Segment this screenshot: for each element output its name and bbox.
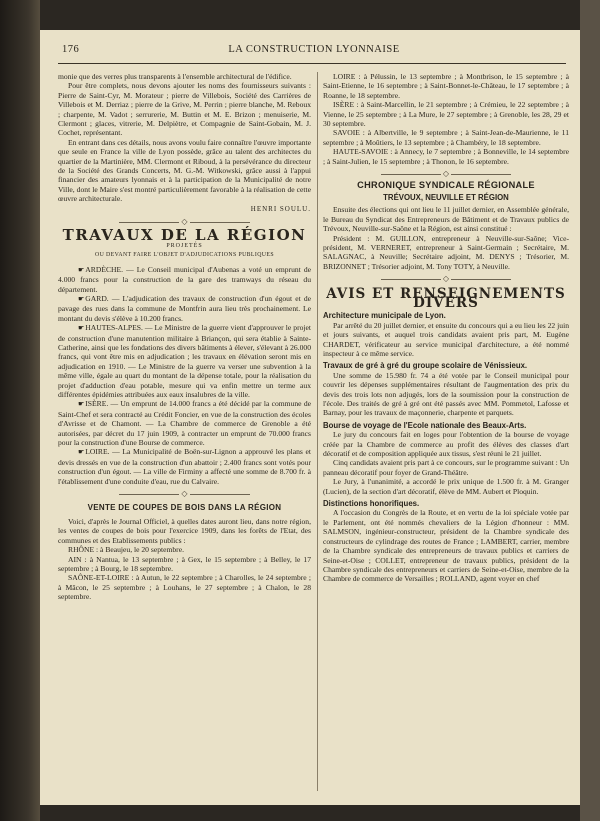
book-spine (0, 0, 40, 821)
right-column (323, 72, 569, 584)
article-paragraph: Pour être complets, nous devons ajouter les noms des fournisseurs suivants : Pierre de Saint-Cyr, M. Morateur ; pierre de Villebois, Société des Carrières de Villebois et M. Derriaz ; pierre de la Grive, M. Perrin ; pierre blanche, M. Reboux ; charpente, M. Vadot ; serrurerie, M. Buttin et M. E. Brizon ; menuiserie, M. Clermont ; glaces, vitrerie, M. Delpiètre, et Compagnie de Saint-Gobain, M. J. Cochet, représentant. (58, 81, 311, 138)
list-item: LOIRE : à Pélussin, le 13 septembre ; à Montbrison, le 15 septembre ; à Saint-Etienne, le 16 septembre ; à Saint-Bonnet-le-Château, le 17 septembre ; à Roanne, le 18 septembre. (323, 72, 569, 100)
news-item: ☛ HAUTES-ALPES. — Le Ministre de la guerre vient d'approuver le projet de construction d'une manutention militaire à Briançon, qui sera établie à Sainte-Catherine, ainsi que les fondations des divers bâtiments à élever, s'élevant à 26.000 francs, qui vont être mis en adjudication ; les travaux en élévation seront mis en adjudication en 1910. — Le Ministre de la guerre va verser une subvention à la même ville, égale au quart du montant de la dépense totale, pour la réalisation du projet d'adduction d'eau potable, mesure qui va enfin mettre un terme aux différentes épidémies attribuées aux eaux insalubres de la ville. (58, 323, 311, 399)
news-item: ☛ ARDÈCHE. — Le Conseil municipal d'Aubenas a voté un emprunt de 4.000 francs pour la construction de la gare des tramways du réseau du département. (58, 264, 311, 294)
list-item: ISÈRE : à Saint-Marcellin, le 21 septembre ; à Crémieu, le 22 septembre ; à Vienne, le 25 septembre ; à La Mure, le 27 septembre ; à Grenoble, les 28, 29 et 30 septembre. (323, 100, 569, 129)
section-subtitle: TRÉVOUX, NEUVILLE ET RÉGION (383, 192, 509, 202)
pointing-hand-icon: ☛ (78, 400, 84, 409)
article-paragraph: Le jury du concours fait en loges pour l'obtention de la bourse de voyage créée par la Chambre de commerce au profit des élèves des classes d'art décoratif et de composition appliquée aux tissus, s'est réuni le 21 juillet. (323, 430, 569, 459)
ornament-divider: ◇ (323, 169, 569, 178)
pointing-hand-icon: ☛ (78, 265, 84, 274)
article-paragraph: Le Jury, à l'unanimité, a accordé le prix unique de 1.500 fr. à M. Granger (Lucien), de la section d'art décoratif, élève de MM. Aubert et Ploquin. (323, 477, 569, 496)
list-item: AIN : à Nantua, le 13 septembre ; à Gex, le 15 septembre ; à Belley, le 17 septembre ; à Bourg, le 18 septembre. (58, 554, 311, 573)
subsection-title: Architecture municipale de Lyon. (323, 311, 446, 321)
list-item: HAUTE-SAVOIE : à Annecy, le 7 septembre ; à Bonneville, le 14 septembre ; à Saint-Julien, le 15 septembre ; à Thonon, le 16 septembre. (323, 147, 569, 166)
news-item: ☛ GARD. — L'adjudication des travaux de construction d'un égout et de pavage des rues dans la commune de Montfrin aura lieu très prochainement. Le montant du devis s'élève à 10.200 francs. (58, 293, 311, 323)
article-paragraph: monie que des verres plus transparents à l'ensemble architectural de l'édifice. (58, 72, 292, 81)
article-paragraph: En entrant dans ces détails, nous avons voulu faire connaître l'œuvre importante que seule en France la ville de Lyon possède, grâce au talent des architectes du quartier de la Martinière, MM. Clermont et Riboud, à la persévérance du directeur de la Société des Grands Concerts, M. G.-M. Witkowski, grâce aussi à l'appui financier des amateurs lyonnais et à la participation de la Municipalité de notre Ville, dont le Maire s'est montré particulièrement favorable à la réalisation de cette œuvre architecturale. (58, 137, 311, 204)
list-item: SAVOIE : à Albertville, le 9 septembre ; à Saint-Jean-de-Maurienne, le 11 septembre ; à Moûtiers, le 13 septembre ; à Chambéry, le 18 septembre. (323, 128, 569, 147)
left-column (58, 72, 311, 602)
header-rule (58, 63, 566, 64)
article-paragraph: Cinq candidats avaient pris part à ce concours, sur le programme suivant : Un panneau décoratif pour foyer de Grand-Théâtre. (323, 458, 569, 477)
journal-title: LA CONSTRUCTION LYONNAISE (228, 44, 400, 55)
article-paragraph: A l'occasion du Congrès de la Route, et en vertu de la loi spéciale votée par le Parlement, ont été nommés chevaliers de la Légion d'honneur : MM. SALMSON, ingénieur-constructeur, président de la Chambre syndicale des constructeurs de cylindrage des routes de France ; LAMBERT, carrier, membre de la Chambre syndicale des entrepreneurs de travaux publics et carriers de Seine-et-Oise ; COLLET, entrepreneur de travaux publics, président de la Chambre syndicale des entrepreneurs et carriers de Seine-et-Oise, membre de la Chambre de commerce de Versailles ; ROLLAND, agent voyer en chef (323, 508, 569, 584)
article-paragraph: Voici, d'après le Journal Officiel, à quelles dates auront lieu, dans notre région, les ventes de coupes de bois pour l'exercice 1909, dans les forêts de l'Etat, des communes et des Etablissements publics : (58, 516, 311, 545)
subsection-title: Bourse de voyage de l'Ecole nationale des Beaux-Arts. (323, 420, 527, 430)
article-paragraph: Une somme de 15.980 fr. 74 a été votée par le Conseil municipal pour couvrir les dépenses supplémentaires résultant de l'augmentation des prix du devis des trois lots non adjugés, lors de la soumission pour la construction de l'école. Des traités de gré à gré ont été passés avec MM. Pommetol, Lafosse et Barnay, pour les travaux de maçonnerie, charpente et parquets. (323, 370, 569, 418)
section-subtitle: OU DEVANT FAIRE L'OBJET D'ADJUDICATIONS PUBLIQUES (95, 252, 274, 259)
ornament-divider: ◇ (58, 217, 311, 226)
subsection-title: Travaux de gré à gré du groupe scolaire de Vénissieux. (323, 361, 528, 371)
article-paragraph: Ensuite des élections qui ont lieu le 11 juillet dernier, en Assemblée générale, le Bureau du Syndicat des Entrepreneurs de Bâtiment et de Travaux publics de Trévoux, Neuville-sur-Saône et la Région, est ainsi constitué : (323, 205, 569, 234)
ornament-divider: ◇ (323, 274, 569, 283)
ornament-divider: ◇ (58, 489, 311, 498)
article-paragraph: Président : M. GUILLON, entrepreneur à Neuville-sur-Saône; Vice-président, M. VERNERET, entrepreneur à Saint-Germain ; Secrétaire, M. SALAGNAC, à Neuville; Secrétaire adjoint, M. DENYS ; Trésorier, M. BRIZONNET ; Trésorier adjoint, M. Tony TOTY, à Neuville. (323, 233, 569, 271)
page-header (62, 44, 566, 58)
section-title-avis: AVIS ET RENSEIGNEMENTS DIVERS (326, 285, 566, 311)
list-item: RHÔNE : à Beaujeu, le 20 septembre. (68, 545, 184, 555)
page-edge (580, 0, 600, 821)
pointing-hand-icon: ☛ (78, 324, 84, 333)
author-signature: HENRI SOULU. (250, 204, 311, 213)
news-item: ☛ ISÈRE. — Un emprunt de 14.000 francs a été décidé par la commune de Saint-Chef et sera contracté au Crédit Foncier, en vue de la construction des écoles d'Avrisse et de Chamont. — La Chambre de commerce de Grenoble a été autorisées, par décret du 17 juin 1909, à contracter un emprunt de 70.000 francs pour la construction d'une Bourse de commerce. (58, 399, 311, 448)
column-divider (317, 72, 318, 791)
article-paragraph: Par arrêté du 20 juillet dernier, et ensuite du concours qui a eu lieu les 22 juin et jours suivants, et auquel trois candidats avaient pris part, M. Eugène CHARDET, vérificateur au service municipal d'architecture, a été nommé inspecteur à ce même service. (323, 320, 569, 358)
section-title-vente: VENTE DE COUPES DE BOIS DANS LA RÉGION (87, 503, 282, 513)
journal-page (40, 30, 580, 805)
news-item: ☛ LOIRE. — La Municipalité de Boën-sur-Lignon a approuvé les plans et devis dressés en vue de la construction d'un abattoir ; 2.400 francs sont votés pour construction d'un égout. — La ville de Firminy a affecté une somme de 8.700 fr. à l'établissement d'une conduite d'eau, rue du Calvaire. (58, 447, 311, 486)
page-number: 176 (62, 44, 80, 55)
section-title-travaux: TRAVAUX DE LA RÉGION (62, 225, 307, 244)
list-item: SAÔNE-ET-LOIRE : à Autun, le 22 septembre ; à Charolles, le 24 septembre ; à Mâcon, le 25 septembre ; à Louhans, le 27 septembre ; à Chalon, le 28 septembre. (58, 573, 311, 602)
section-title-chronique: CHRONIQUE SYNDICALE RÉGIONALE (357, 180, 535, 191)
pointing-hand-icon: ☛ (78, 294, 84, 303)
section-subtitle: PROJETÉS (166, 242, 203, 249)
subsection-title: Distinctions honorifiques. (323, 499, 420, 509)
pointing-hand-icon: ☛ (78, 448, 84, 457)
